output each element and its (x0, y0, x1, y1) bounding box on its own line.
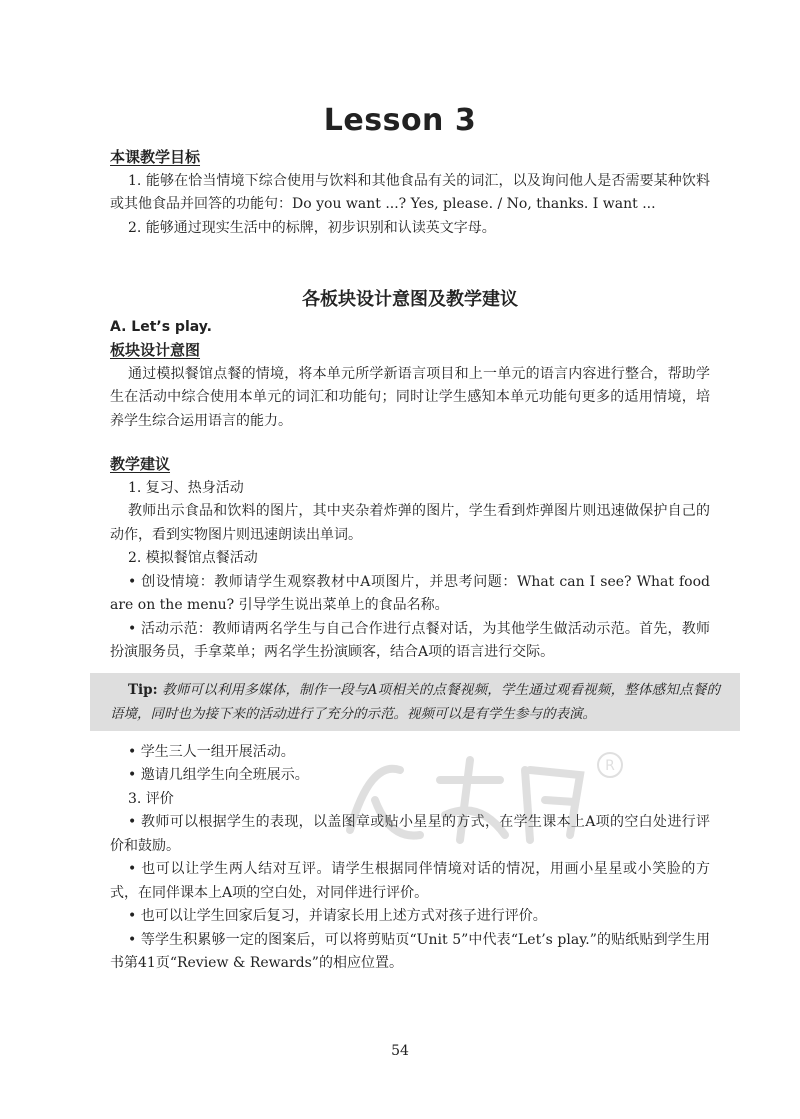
bullet-peer-eval: • 也可以让学生两人结对互评。请学生根据同伴情境对话的情况，用画小星星或小笑脸的方式，在同伴课本上A项的空白处，对同伴进行评价。 (110, 861, 710, 901)
design-text: 通过模拟餐馆点餐的情境，将本单元所学新语言项目和上一单元的语言内容进行整合，帮助学生在活动中综合使用本单元的词汇和功能句；同时让学生感知本单元功能句更多的适用情境，培养学生综合运用语言的能力。 (110, 365, 710, 429)
objectives-heading: 本课教学目标 (110, 148, 201, 166)
design-heading: 板块设计意图 (110, 341, 201, 359)
bullet-show: • 邀请几组学生向全班展示。 (128, 767, 309, 783)
tip-label: Tip: (128, 681, 158, 698)
objective-item-2: 2. 能够通过现实生活中的标牌，初步识别和认读英文字母。 (128, 219, 496, 236)
bullet-demo: • 活动示范：教师请两名学生与自己合作进行点餐对话，为其他学生做活动示范。首先，教师扮演服务员，手拿菜单；两名学生扮演顾客，结合A项的语言进行交际。 (110, 620, 710, 660)
bullet-groups: • 学生三人一组开展活动。 (128, 743, 295, 760)
bullet-teacher-eval: • 教师可以根据学生的表现，以盖图章或贴小星星的方式，在学生课本上A项的空白处进行评价和鼓励。 (110, 814, 710, 854)
step1-title: 1. 复习、热身活动 (128, 479, 244, 496)
tip-text: 教师可以利用多媒体，制作一段与A项相关的点餐视频，学生通过观看视频，整体感知点餐的语境，同时也为接下来的活动进行了充分的示范。视频可以是有学生参与的表演。 (110, 681, 720, 722)
lesson-title: Lesson 3 (323, 103, 477, 138)
spacer (110, 433, 710, 453)
part-a-title: A. Let’s play. (110, 318, 212, 335)
section-title: 各板块设计意图及教学建议 (302, 289, 518, 310)
tip-box (90, 673, 740, 731)
bullet-situation: • 创设情境：教师请学生观察教材中A项图片，并思考问题：What can I see? What food are on the menu? 引导学生说出菜单上的食品名称。 (110, 573, 710, 613)
svg-text:R: R (605, 758, 615, 774)
bullet-home-eval: • 也可以让学生回家后复习，并请家长用上述方式对孩子进行评价。 (128, 908, 547, 924)
step2-title: 2. 模拟餐馆点餐活动 (128, 550, 258, 566)
page-number: 54 (391, 1043, 409, 1059)
page-content (110, 146, 720, 976)
suggestions-heading: 教学建议 (110, 455, 171, 473)
tip-paragraph (110, 678, 720, 726)
step1-text: 教师出示食品和饮料的图片，其中夹杂着炸弹的图片，学生看到炸弹图片则迅速做保护自己的动作，看到实物图片则迅速朗读出单词。 (110, 503, 710, 543)
step3-title: 3. 评价 (128, 790, 174, 807)
objective-item-1: 1. 能够在恰当情境下综合使用与饮料和其他食品有关的词汇，以及询问他人是否需要某种饮料或其他食品并回答的功能句：Do you want ...? Yes, please. / No, thanks. I want ... (110, 172, 710, 212)
bullet-stickers: • 等学生积累够一定的图案后，可以将剪贴页“Unit 5”中代表“Let’s play.”的贴纸贴到学生用书第41页“Review & Rewards”的相应位置。 (110, 931, 710, 971)
